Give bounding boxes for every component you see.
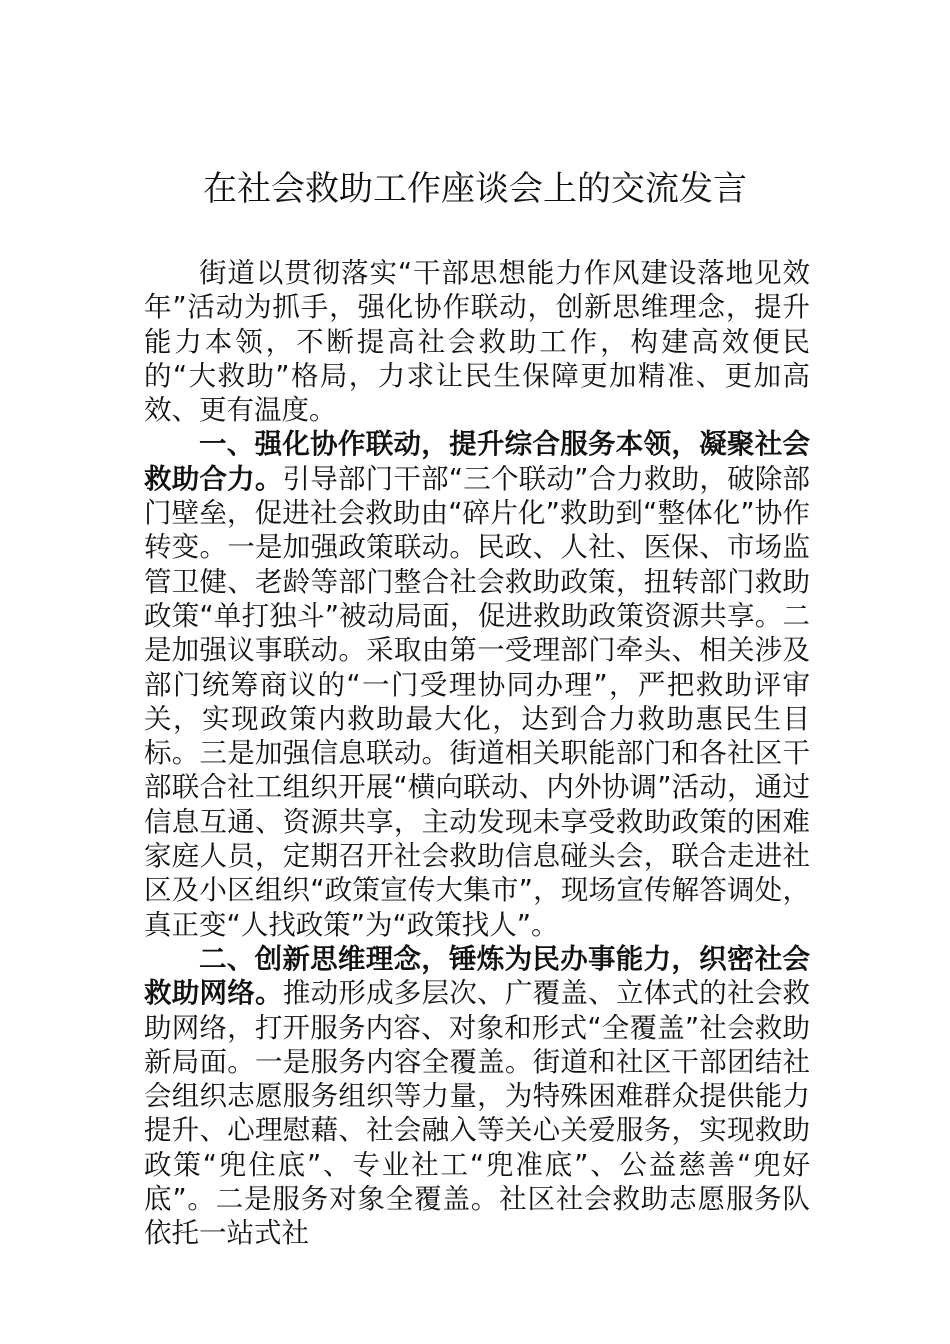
paragraph-text: 街道以贯彻落实“干部思想能力作风建设落地见效年”活动为抓手，强化协作联动，创新思维理念，提升能力本领，不断提高社会救助工作，构建高效便民的“大救助”格局，力求让民生保障更加精准、更加高效、更有温度。 xyxy=(144,257,810,427)
intro-paragraph xyxy=(144,256,810,427)
document-body xyxy=(144,256,810,1251)
section-two-paragraph xyxy=(144,942,810,1251)
section-heading: 二、创新思维理念，锤炼为民办事能力，织密社会救助网络。 xyxy=(144,942,810,1010)
document-title: 在社会救助工作座谈会上的交流发言 xyxy=(203,169,747,209)
paragraph-text: 推动形成多层次、广覆盖、立体式的社会救助网络，打开服务内容、对象和形式“全覆盖”社会救助新局面。一是服务内容全覆盖。街道和社区干部团结社会组织志愿服务组织等力量，为特殊困难群众提供能力提升、心理慰藉、社会融入等关心关爱服务，实现救助政策“兜住底”、专业社工“兜准底”、公益慈善“兜好底”。二是服务对象全覆盖。社区社会救助志愿服务队依托一站式社 xyxy=(144,977,811,1250)
section-heading: 一、强化协作联动，提升综合服务本领，凝聚社会救助合力。 xyxy=(144,428,810,495)
section-one-paragraph xyxy=(144,427,810,941)
paragraph-text: 引导部门干部“三个联动”合力救助，破除部门壁垒，促进社会救助由“碎片化”救助到“整体化”协作转变。一是加强政策联动。民政、人社、医保、市场监管卫健、老龄等部门整合社会救助政策，扭转部门救助政策“单打独斗”被动局面，促进救助政策资源共享。二是加强议事联动。采取由第一受理部门牵头、相关涉及部门统筹商议的“一门受理协同办理”，严把救助评审关，实现政策内救助最大化，达到合力救助惠民生目标。三是加强信息联动。街道相关职能部门和各社区干部联合社工组织开展“横向联动、内外协调”活动，通过信息互通、资源共享，主动发现未享受救助政策的困难家庭人员，定期召开社会救助信息碰头会，联合走进社区及小区组织“政策宣传大集市”，现场宣传解答调处，真正变“人找政策”为“政策找人”。 xyxy=(144,462,810,941)
